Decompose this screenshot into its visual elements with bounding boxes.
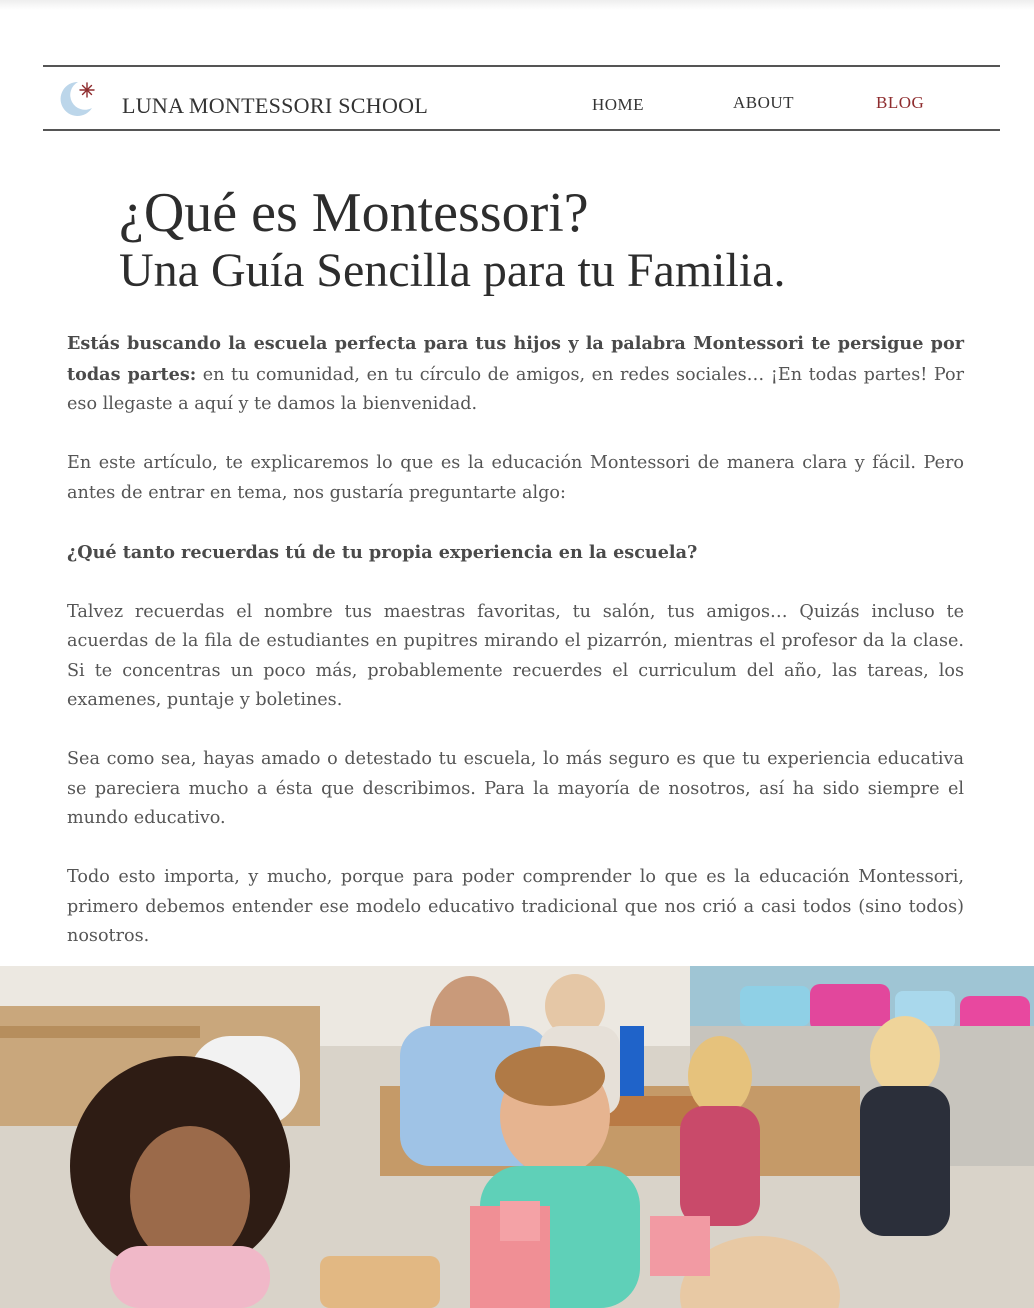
page-title-line1: ¿Qué es Montessori? bbox=[119, 182, 589, 244]
crescent-moon-star-icon[interactable] bbox=[54, 76, 96, 120]
paragraph-2: En este artículo, te explicaremos lo que es la educación Montessori de manera clara y fácil. Pero antes de entrar en tema, nos gustaría preguntarte algo: bbox=[67, 453, 964, 503]
site-header bbox=[43, 65, 1000, 131]
paragraph-question bbox=[67, 538, 964, 569]
nav-about[interactable]: ABOUT bbox=[733, 93, 795, 112]
intro-bold: Estás buscando la escuela perfecta para tus hijos y la palabra Montessori te persigue por todas partes: bbox=[67, 333, 964, 385]
page-title bbox=[119, 183, 969, 299]
paragraph-intro bbox=[67, 329, 964, 420]
nav-blog[interactable]: BLOG bbox=[876, 93, 925, 112]
nav-home[interactable]: HOME bbox=[592, 95, 645, 114]
top-shadow bbox=[0, 0, 1034, 10]
page-title-line2: Una Guía Sencilla para tu Familia. bbox=[119, 244, 786, 297]
article-body bbox=[67, 329, 964, 981]
question-bold: ¿Qué tanto recuerdas tú de tu propia experiencia en la escuela? bbox=[67, 541, 698, 563]
paragraph-6: Todo esto importa, y mucho, porque para poder comprender lo que es la educación Montessori, primero debemos entender ese modelo educativo tradicional que nos crió a casi todos (sino todos) nosotros. bbox=[67, 867, 964, 946]
brand-name[interactable]: LUNA MONTESSORI SCHOOL bbox=[122, 93, 429, 118]
paragraph-4: Talvez recuerdas el nombre tus maestras favoritas, tu salón, tus amigos… Quizás incluso te acuerdas de la fila de estudiantes en pupitres mirando el pizarrón, mientras el profesor da la clase. Si te concentras un poco más, probablemente recuerdes el curriculum del año, las tareas, los examenes, puntaje y boletines. bbox=[67, 601, 964, 710]
classroom-photo bbox=[0, 966, 1034, 1308]
intro-text: en tu comunidad, en tu círculo de amigos, en redes sociales… ¡En todas partes! Por eso llegaste a aquí y te damos la bienvenidad. bbox=[67, 364, 964, 414]
paragraph-5: Sea como sea, hayas amado o detestado tu escuela, lo más seguro es que tu experiencia educativa se pareciera mucho a ésta que describimos. Para la mayoría de nosotros, así ha sido siempre el mundo educativo. bbox=[67, 749, 964, 828]
